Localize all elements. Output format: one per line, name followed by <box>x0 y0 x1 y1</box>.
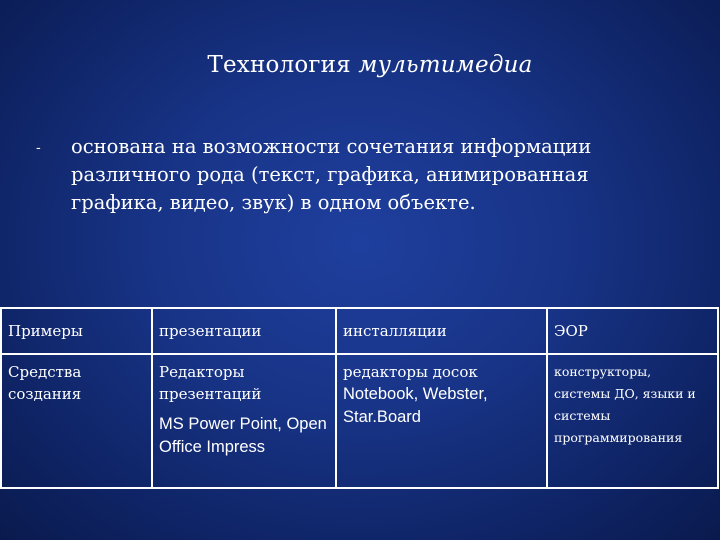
row-label-tools: Средства создания <box>1 354 152 488</box>
cell-presentation-editors <box>152 354 336 488</box>
table-row-tools <box>1 354 718 488</box>
board-editors-list: Notebook, Webster, Star.Board <box>343 385 488 426</box>
info-table <box>0 307 719 489</box>
title-text-regular: Технология <box>207 52 359 78</box>
title-text-italic: мультимедиа <box>358 52 533 78</box>
cell-installations: инсталляции <box>336 308 547 354</box>
cell-eor: ЭОР <box>547 308 718 354</box>
presentation-editors-list: MS Power Point, Open Office Impress <box>159 415 327 456</box>
presentation-editors-label: Редакторы презентаций <box>159 363 262 403</box>
bullet-marker: - <box>36 140 41 156</box>
cell-board-editors <box>336 354 547 488</box>
slide-title <box>0 52 720 78</box>
row-label-examples: Примеры <box>1 308 152 354</box>
bullet-text: основана на возможности сочетания информации различного рода (текст, графика, анимированная графика, видео, звук) в одном объекте. <box>71 135 592 214</box>
cell-presentations: презентации <box>152 308 336 354</box>
cell-constructors: конструкторы, системы ДО, языки и системы программирования <box>547 354 718 488</box>
table-row-examples <box>1 308 718 354</box>
board-editors-label: редакторы досок <box>343 363 478 381</box>
